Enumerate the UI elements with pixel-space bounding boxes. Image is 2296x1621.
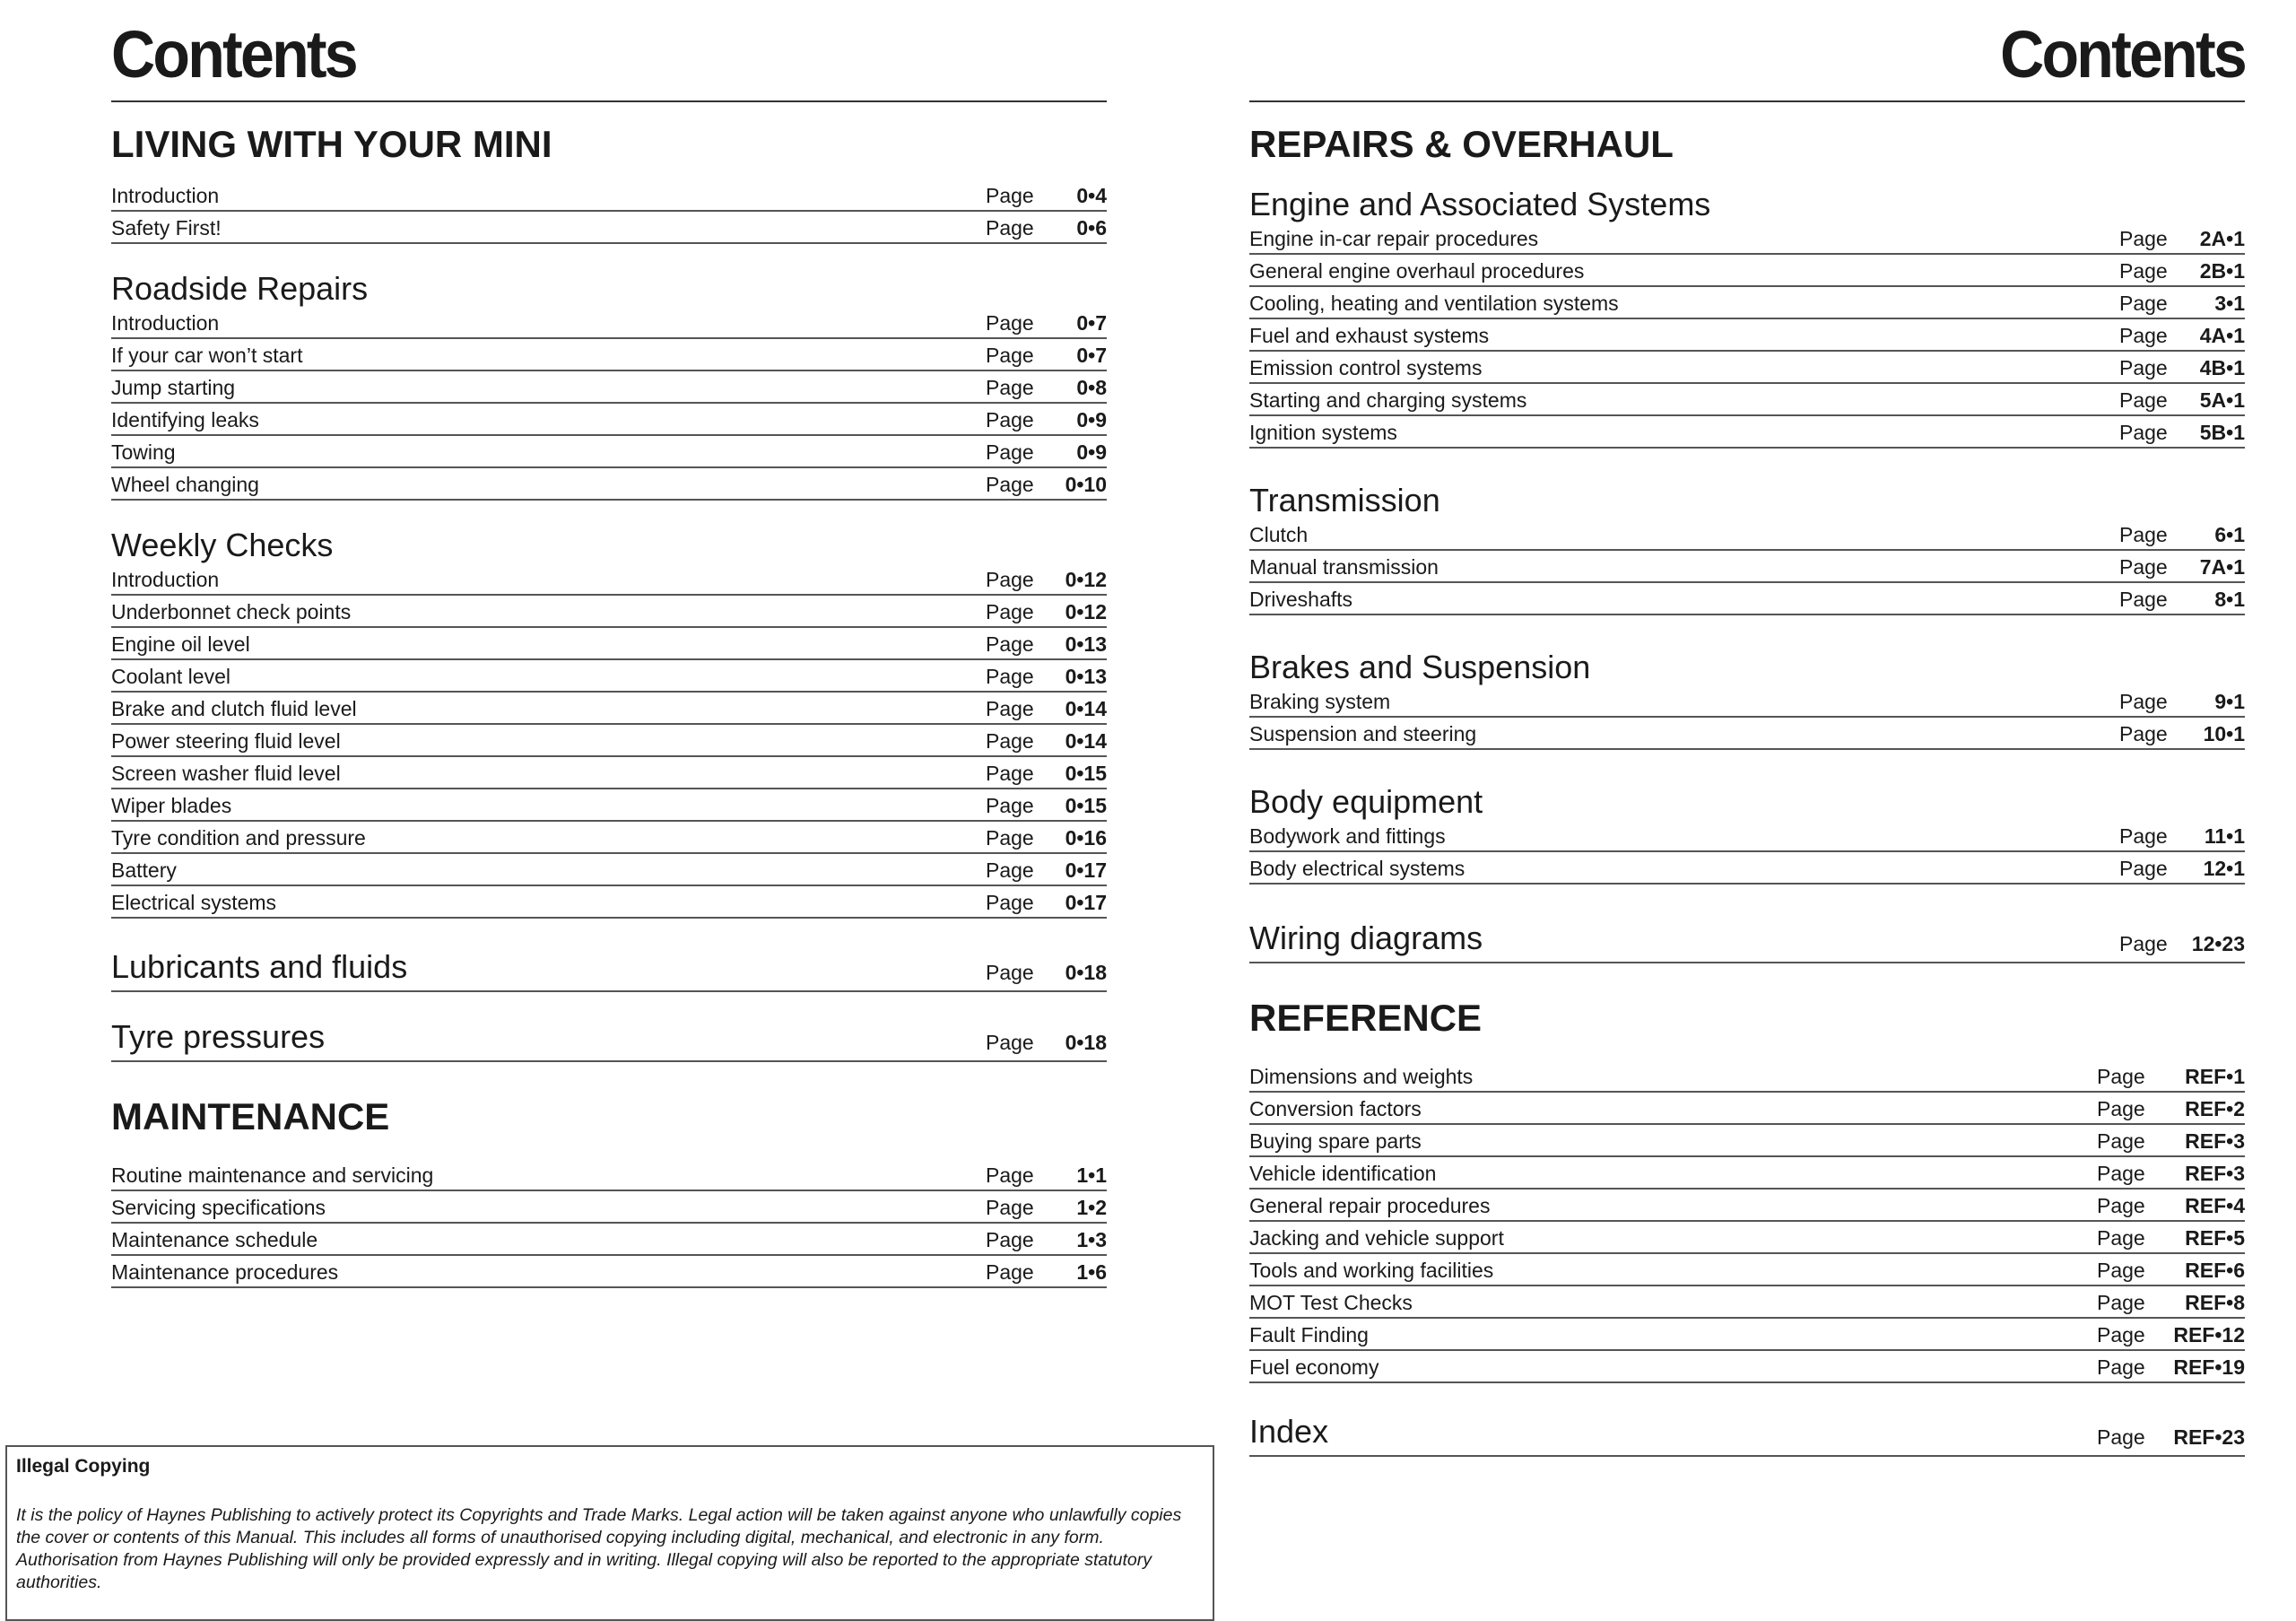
section-heading-transmission: Transmission [1249,482,1440,519]
title-divider [111,100,1107,102]
toc-entry[interactable] [1249,319,2245,352]
page-label: Page [986,665,1034,688]
page-number: REF•5 [2185,1226,2245,1250]
toc-entry[interactable] [1249,551,2245,583]
toc-entry[interactable] [111,596,1107,628]
section-heading-repairs: REPAIRS & OVERHAUL [1249,123,1674,165]
toc-entry[interactable] [1249,1351,2245,1383]
toc-entry-label: Maintenance procedures [111,1260,339,1284]
toc-list-roadside [111,307,1107,501]
toc-entry[interactable] [111,1256,1107,1288]
toc-entry[interactable] [1249,685,2245,718]
page-number: 7A•1 [2199,555,2245,579]
page-number: 0•16 [1065,826,1107,850]
toc-entry-label: Emission control systems [1249,356,1483,379]
toc-entry[interactable] [1249,519,2245,551]
toc-entry-label: Fuel economy [1249,1355,1379,1379]
toc-entry[interactable] [1249,718,2245,750]
toc-entry-label: Underbonnet check points [111,600,352,623]
toc-entry-label: Wiper blades [111,794,232,817]
toc-entry-label: Engine oil level [111,632,250,656]
page-label: Page [2097,1162,2145,1185]
toc-entry[interactable] [1249,1125,2245,1157]
page-label: Page [986,632,1034,656]
page-label: Page [986,568,1034,591]
page-number: 0•13 [1065,665,1107,688]
toc-entry-label: Fuel and exhaust systems [1249,324,1490,347]
page-label: Page [2119,555,2168,579]
page-number: 1•1 [1076,1163,1107,1187]
toc-entry-label: Towing [111,440,176,464]
page-label: Page [986,440,1034,464]
toc-entry-label: Body electrical systems [1249,857,1465,880]
page-label: Page [2119,292,2168,315]
section-heading-brakes: Brakes and Suspension [1249,649,1591,685]
toc-entry[interactable] [1249,255,2245,287]
toc-entry[interactable] [111,886,1107,919]
toc-entry-label: Vehicle identification [1249,1162,1437,1185]
page-label: Page [2119,324,2168,347]
toc-list-maintenance [111,1159,1107,1288]
toc-entry-label: Electrical systems [111,891,277,914]
toc-entry-label: Engine in-car repair procedures [1249,227,1539,250]
toc-entry-label: Lubricants and fluids [111,948,408,985]
page-label: Page [2097,1129,2145,1153]
page-number: 0•15 [1065,794,1107,817]
page-label: Page [986,1196,1034,1219]
toc-entry[interactable] [111,1224,1107,1256]
toc-list-living [111,179,1107,244]
toc-entry-label: Suspension and steering [1249,722,1477,745]
page-label: Page [986,891,1034,914]
page-number: 0•9 [1076,408,1107,431]
toc-entry[interactable] [111,307,1107,339]
page-number: 3•1 [2214,292,2245,315]
page-label: Page [2097,1425,2145,1449]
toc-entry[interactable] [1249,287,2245,319]
page-label: Page [2119,857,2168,880]
page-number: 10•1 [2203,722,2245,745]
notice-text: It is the policy of Haynes Publishing to actively protect its Copyrights and Trade Marks. Legal action will be taken against anyone who unlawfully copies the cover or contents of this Manual. This includes all forms of unauthorised copying including digital, mechanical, and electronic in any form. Authorisation from Haynes Publishing will only be provided expressly and in writing. Illegal copying will also be reported to the appropriate statutory authorities. [16,1505,1182,1592]
page-number: 0•17 [1065,891,1107,914]
toc-entry-label: Maintenance schedule [111,1228,318,1251]
page-label: Page [2097,1097,2145,1120]
toc-entry[interactable] [111,628,1107,660]
toc-entry-label: Index [1249,1413,1329,1450]
page-label: Page [2097,1291,2145,1314]
toc-entry-label: Jacking and vehicle support [1249,1226,1504,1250]
page-number: 0•6 [1076,216,1107,240]
page-number: 1•2 [1076,1196,1107,1219]
section-heading-roadside: Roadside Repairs [111,270,369,307]
toc-entry[interactable] [111,789,1107,822]
page-number: REF•4 [2185,1194,2245,1217]
toc-entry-label: Power steering fluid level [111,729,341,753]
page-number: 0•18 [1065,961,1107,984]
page-label: Page [2119,259,2168,283]
page-label: Page [986,600,1034,623]
section-heading-maintenance: MAINTENANCE [111,1095,390,1137]
toc-entry[interactable] [111,822,1107,854]
toc-entry-label: Brake and clutch fluid level [111,697,357,720]
page-number: REF•6 [2185,1259,2245,1282]
page-number: 4A•1 [2199,324,2245,347]
page-label: Page [2119,421,2168,444]
page-label: Page [986,961,1034,984]
page-number: 0•12 [1065,600,1107,623]
toc-entry-tyre-pressures[interactable] [111,1010,1107,1062]
toc-entry-label: If your car won’t start [111,344,303,367]
page-title: Contents [2000,17,2245,92]
page-number: 0•15 [1065,762,1107,785]
toc-entry[interactable] [111,1191,1107,1224]
page-number: 0•8 [1076,376,1107,399]
page-number: 2A•1 [2199,227,2245,250]
toc-entry[interactable] [1249,352,2245,384]
page-label: Page [2119,690,2168,713]
toc-entry-label: Routine maintenance and servicing [111,1163,434,1187]
page-number: 2B•1 [2199,259,2245,283]
page-number: 8•1 [2214,588,2245,611]
toc-entry[interactable] [1249,1254,2245,1286]
toc-entry[interactable] [1249,416,2245,449]
page-number: REF•3 [2185,1162,2245,1185]
toc-list-weekly [111,563,1107,919]
page-label: Page [986,826,1034,850]
page-label: Page [2119,824,2168,848]
page-number: 0•17 [1065,858,1107,882]
toc-entry[interactable] [1249,1319,2245,1351]
page-label: Page [986,311,1034,335]
toc-entry-label: Conversion factors [1249,1097,1422,1120]
page-number: 0•7 [1076,311,1107,335]
toc-entry[interactable] [111,1159,1107,1191]
toc-list-body [1249,820,2245,885]
toc-list-engine [1249,222,2245,449]
toc-entry-label: Bodywork and fittings [1249,824,1446,848]
toc-entry-label: General engine overhaul procedures [1249,259,1585,283]
toc-entry-label: General repair procedures [1249,1194,1491,1217]
toc-entry-label: Tyre pressures [111,1018,326,1055]
page-label: Page [2097,1194,2145,1217]
toc-entry[interactable] [1249,1190,2245,1222]
page-number: 11•1 [2204,824,2245,848]
toc-list-transmission [1249,519,2245,615]
toc-entry[interactable] [111,436,1107,468]
page-number: 0•18 [1065,1031,1107,1054]
toc-entry-label: Ignition systems [1249,421,1397,444]
left-page [111,0,1107,1288]
toc-entry[interactable] [111,854,1107,886]
toc-entry-label: Clutch [1249,523,1309,546]
page-label: Page [2119,227,2168,250]
page-number: REF•2 [2185,1097,2245,1120]
toc-entry-label: Screen washer fluid level [111,762,341,785]
toc-entry[interactable] [1249,222,2245,255]
page-label: Page [2119,588,2168,611]
page-label: Page [986,184,1034,207]
toc-entry-label: Buying spare parts [1249,1129,1422,1153]
page-number: 0•13 [1065,632,1107,656]
toc-entry[interactable] [1249,583,2245,615]
page-number: 1•3 [1076,1228,1107,1251]
page-number: 6•1 [2214,523,2245,546]
toc-list-brakes [1249,685,2245,750]
page-number: REF•23 [2173,1425,2245,1449]
toc-entry-label: Introduction [111,184,220,207]
page-label: Page [2097,1259,2145,1282]
toc-list-reference [1249,1060,2245,1383]
page-number: 5A•1 [2199,388,2245,412]
toc-entry[interactable] [111,212,1107,244]
right-page [1249,0,2245,1457]
page-label: Page [986,1228,1034,1251]
page-number: 9•1 [2214,690,2245,713]
toc-entry[interactable] [111,757,1107,789]
page-label: Page [2119,932,2168,955]
page-number: REF•3 [2185,1129,2245,1153]
toc-entry-label: Driveshafts [1249,588,1353,611]
toc-entry[interactable] [1249,1157,2245,1190]
page-label: Page [2119,388,2168,412]
page-label: Page [986,376,1034,399]
toc-entry-label: Braking system [1249,690,1391,713]
toc-entry[interactable] [1249,1286,2245,1319]
section-heading-engine: Engine and Associated Systems [1249,186,1711,222]
page-label: Page [2119,356,2168,379]
toc-entry[interactable] [1249,820,2245,852]
page-number: 0•4 [1076,184,1107,207]
page-number: 12•1 [2203,857,2245,880]
page-label: Page [986,1163,1034,1187]
toc-entry-label: Starting and charging systems [1249,388,1527,412]
section-heading-living: LIVING WITH YOUR MINI [111,123,552,165]
page-number: 0•7 [1076,344,1107,367]
page-number: 12•23 [2191,932,2245,955]
page-label: Page [986,1031,1034,1054]
page-label: Page [2097,1065,2145,1088]
toc-entry[interactable] [1249,384,2245,416]
page-number: 4B•1 [2199,356,2245,379]
page-number: 0•14 [1065,729,1107,753]
toc-entry-label: Fault Finding [1249,1323,1369,1346]
toc-entry-label: Tyre condition and pressure [111,826,366,850]
page-number: REF•8 [2185,1291,2245,1314]
toc-entry[interactable] [1249,1222,2245,1254]
toc-entry-label: Tools and working facilities [1249,1259,1494,1282]
toc-entry-label: Wheel changing [111,473,259,496]
section-heading-body: Body equipment [1249,783,1483,820]
page-number: REF•1 [2185,1065,2245,1088]
page-number: 5B•1 [2199,421,2245,444]
page-label: Page [986,344,1034,367]
toc-entry-label: Identifying leaks [111,408,259,431]
page-label: Page [986,729,1034,753]
page-number: REF•12 [2173,1323,2245,1346]
page-label: Page [986,216,1034,240]
toc-entry[interactable] [1249,1060,2245,1093]
section-heading-reference: REFERENCE [1249,997,1483,1039]
toc-entry-label: Jump starting [111,376,236,399]
toc-entry-label: Manual transmission [1249,555,1439,579]
page-label: Page [2097,1355,2145,1379]
page-number: 0•10 [1065,473,1107,496]
page-label: Page [2119,523,2168,546]
toc-entry-label: Dimensions and weights [1249,1065,1474,1088]
page-label: Page [2119,722,2168,745]
toc-entry[interactable] [111,725,1107,757]
toc-entry-label: Introduction [111,568,220,591]
toc-entry[interactable] [1249,852,2245,885]
title-divider [1249,100,2245,102]
toc-entry-label: Battery [111,858,177,882]
toc-entry[interactable] [111,179,1107,212]
toc-entry-index[interactable] [1249,1405,2245,1457]
toc-entry-label: Introduction [111,311,220,335]
page-label: Page [986,762,1034,785]
page-label: Page [2097,1323,2145,1346]
toc-entry[interactable] [111,660,1107,693]
toc-entry-label: Safety First! [111,216,222,240]
toc-entry-label: Cooling, heating and ventilation systems [1249,292,1619,315]
page-number: REF•19 [2173,1355,2245,1379]
toc-entry[interactable] [111,693,1107,725]
page-label: Page [986,473,1034,496]
page-label: Page [986,858,1034,882]
notice-title: Illegal Copying [16,1456,151,1477]
page-number: 0•9 [1076,440,1107,464]
page-number: 0•12 [1065,568,1107,591]
toc-entry-label: MOT Test Checks [1249,1291,1413,1314]
page-label: Page [2097,1226,2145,1250]
toc-entry-lubricants[interactable] [111,940,1107,992]
toc-entry[interactable] [111,339,1107,371]
toc-entry[interactable] [111,371,1107,404]
toc-entry-label: Wiring diagrams [1249,919,1483,956]
toc-entry[interactable] [111,468,1107,501]
toc-entry[interactable] [1249,1093,2245,1125]
page-label: Page [986,697,1034,720]
page-label: Page [986,794,1034,817]
toc-entry-label: Coolant level [111,665,230,688]
page-number: 0•14 [1065,697,1107,720]
toc-entry[interactable] [111,404,1107,436]
page-label: Page [986,1260,1034,1284]
page-label: Page [986,408,1034,431]
page-number: 1•6 [1076,1260,1107,1284]
toc-entry-label: Servicing specifications [111,1196,326,1219]
page-title: Contents [111,17,356,92]
illegal-copying-notice [5,1445,1214,1621]
toc-entry-wiring-diagrams[interactable] [1249,911,2245,963]
toc-entry[interactable] [111,563,1107,596]
section-heading-weekly: Weekly Checks [111,527,334,563]
